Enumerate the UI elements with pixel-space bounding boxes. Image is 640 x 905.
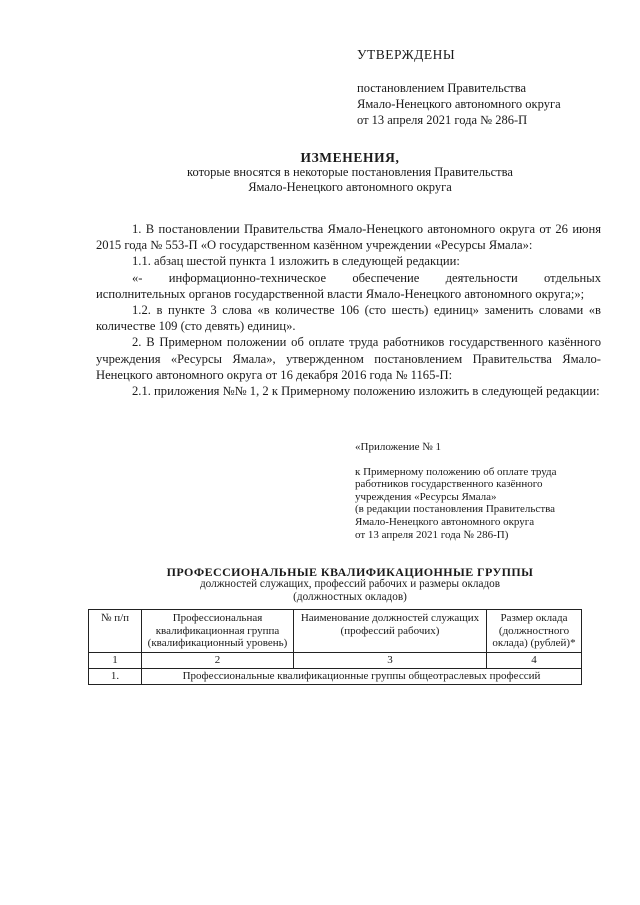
table-row — [89, 652, 582, 668]
header-cell-number: № п/п — [89, 610, 142, 653]
approval-block — [357, 80, 561, 128]
paragraph-2: 2. В Примерном положении об оплате труда работников государственного казённого учреждения «Ресурсы Ямала», утвержденном постановлением Правительства Ямало-Ненецкого автономного округа от 16 декабря 2016 года № 1165-П: — [96, 335, 601, 382]
column-number-cell: 4 — [487, 652, 582, 668]
appendix-line: к Примерному положению об оплате труда — [355, 465, 557, 478]
appendix-line: работников государственного казённого — [355, 478, 543, 491]
paragraph-1-1: 1.1. абзац шестой пункта 1 изложить в следующей редакции: — [132, 254, 460, 269]
paragraph-quote: «- информационно-техническое обеспечение деятельности отдельных исполнительных органов государственной власти Ямало-Ненецкого автономного округа;»; — [96, 270, 601, 301]
approval-line: постановлением Правительства — [357, 81, 527, 95]
approval-line: от 13 апреля 2021 года № 286-П — [357, 113, 528, 127]
appendix-block — [355, 441, 557, 541]
appendix-line: учреждения «Ресурсы Ямала» — [355, 490, 497, 503]
changes-title: ИЗМЕНЕНИЯ, — [300, 150, 400, 165]
changes-subtitle — [0, 165, 640, 195]
appendix-label: «Приложение № 1 — [355, 441, 442, 453]
table-header-row — [89, 610, 582, 653]
table-subtitle — [0, 578, 640, 603]
table-title: ПРОФЕССИОНАЛЬНЫЕ КВАЛИФИКАЦИОННЫЕ ГРУППЫ — [166, 565, 534, 579]
row-number-cell: 1. — [89, 668, 142, 684]
header-cell-salary: Размер оклада (должностного оклада) (рублей)* — [487, 610, 582, 653]
approval-title: УТВЕРЖДЕНЫ — [357, 47, 456, 62]
appendix-line: от 13 апреля 2021 года № 286-П) — [355, 528, 509, 541]
table-row — [89, 668, 582, 684]
column-number-cell: 3 — [294, 652, 487, 668]
changes-subtitle-line: Ямало-Ненецкого автономного округа — [248, 180, 452, 194]
header-cell-group: Профессиональная квалификационная группа (квалификационный уровень) — [142, 610, 294, 653]
table-subtitle-line: (должностных окладов) — [293, 590, 407, 603]
paragraph-2-1: 2.1. приложения №№ 1, 2 к Примерному положению изложить в следующей редакции: — [132, 384, 600, 399]
qualification-table — [88, 609, 582, 685]
row-text-cell: Профессиональные квалификационные группы общеотраслевых профессий — [142, 668, 582, 684]
document-body — [96, 221, 601, 399]
approval-line: Ямало-Ненецкого автономного округа — [357, 97, 561, 111]
column-number-cell: 2 — [142, 652, 294, 668]
column-number-cell: 1 — [89, 652, 142, 668]
paragraph-1: 1. В постановлении Правительства Ямало-Ненецкого автономного округа от 26 июня 2015 года № 553-П «О государственном казённом учреждении «Ресурсы Ямала»: — [96, 222, 601, 253]
appendix-line: Ямало-Ненецкого автономного округа — [355, 515, 535, 528]
appendix-line: (в редакции постановления Правительства — [355, 503, 556, 516]
header-cell-positions: Наименование должностей служащих (профессий рабочих) — [294, 610, 487, 653]
paragraph-1-2: 1.2. в пункте 3 слова «в количестве 106 (сто шесть) единиц» заменить словами «в количестве 109 (сто девять) единиц». — [96, 303, 601, 334]
table-subtitle-line: должностей служащих, профессий рабочих и размеры окладов — [199, 578, 501, 590]
changes-subtitle-line: которые вносятся в некоторые постановления Правительства — [187, 165, 513, 179]
